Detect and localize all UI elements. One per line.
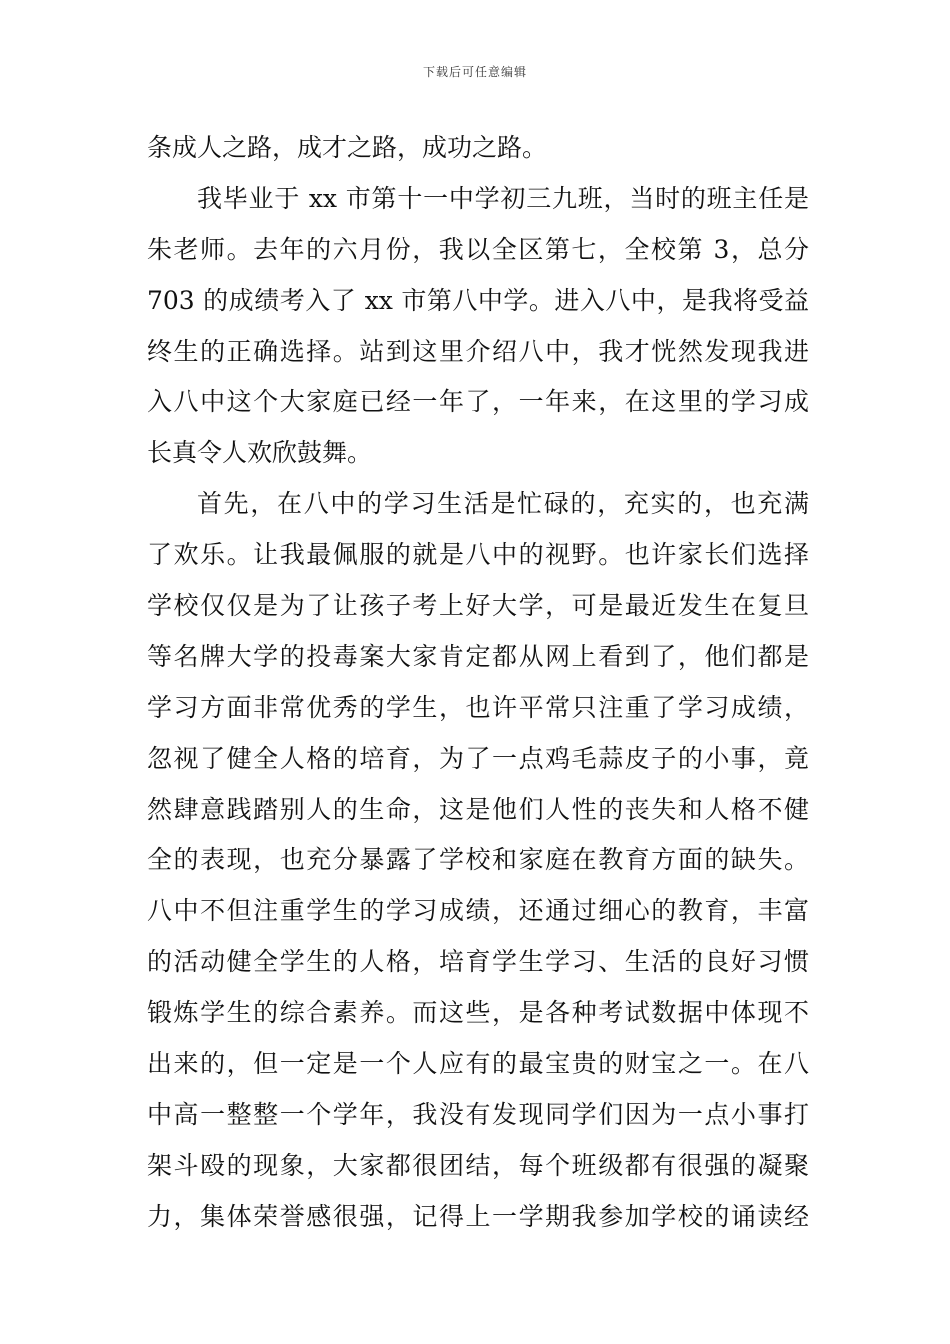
text-line: 终生的正确选择。站到这里介绍八中，我才恍然发现我进	[147, 336, 809, 366]
text-line: 703 的成绩考入了 xx 市第八中学。进入八中，是我将受益	[147, 285, 809, 315]
text-line: 的活动健全学生的人格，培育学生学习、生活的良好习惯	[147, 947, 809, 977]
text-line: 长真令人欢欣鼓舞。	[147, 438, 373, 468]
text-line: 了欢乐。让我最佩服的就是八中的视野。也许家长们选择	[147, 540, 809, 570]
text-line: 等名牌大学的投毒案大家肯定都从网上看到了，他们都是	[147, 641, 809, 671]
text-line: 八中不但注重学生的学习成绩，还通过细心的教育，丰富	[147, 896, 809, 926]
text-line: 学习方面非常优秀的学生，也许平常只注重了学习成绩，	[147, 692, 809, 722]
text-line: 朱老师。去年的六月份，我以全区第七，全校第 3，总分	[147, 234, 809, 264]
text-line: 出来的，但一定是一个人应有的最宝贵的财宝之一。在八	[147, 1049, 809, 1079]
text-line: 架斗殴的现象，大家都很团结，每个班级都有很强的凝聚	[147, 1150, 809, 1180]
text-line: 全的表现，也充分暴露了学校和家庭在教育方面的缺失。	[147, 845, 809, 875]
text-line: 学校仅仅是为了让孩子考上好大学，可是最近发生在复旦	[147, 591, 809, 621]
text-line: 中高一整整一个学年，我没有发现同学们因为一点小事打	[147, 1099, 809, 1129]
text-line: 条成人之路，成才之路，成功之路。	[147, 133, 548, 162]
text-line: 锻炼学生的综合素养。而这些，是各种考试数据中体现不	[147, 998, 809, 1028]
text-line: 力，集体荣誉感很强，记得上一学期我参加学校的诵读经	[147, 1201, 809, 1231]
document-body	[147, 123, 809, 1243]
text-line: 我毕业于 xx 市第十一中学初三九班，当时的班主任是	[197, 183, 809, 213]
text-line: 首先，在八中的学习生活是忙碌的，充实的，也充满	[197, 489, 809, 519]
text-line: 然肆意践踏别人的生命，这是他们人性的丧失和人格不健	[147, 794, 809, 824]
text-line: 入八中这个大家庭已经一年了，一年来，在这里的学习成	[147, 387, 809, 417]
page-header-note: 下载后可任意编辑	[422, 65, 527, 79]
text-line: 忽视了健全人格的培育，为了一点鸡毛蒜皮子的小事，竟	[147, 743, 809, 773]
